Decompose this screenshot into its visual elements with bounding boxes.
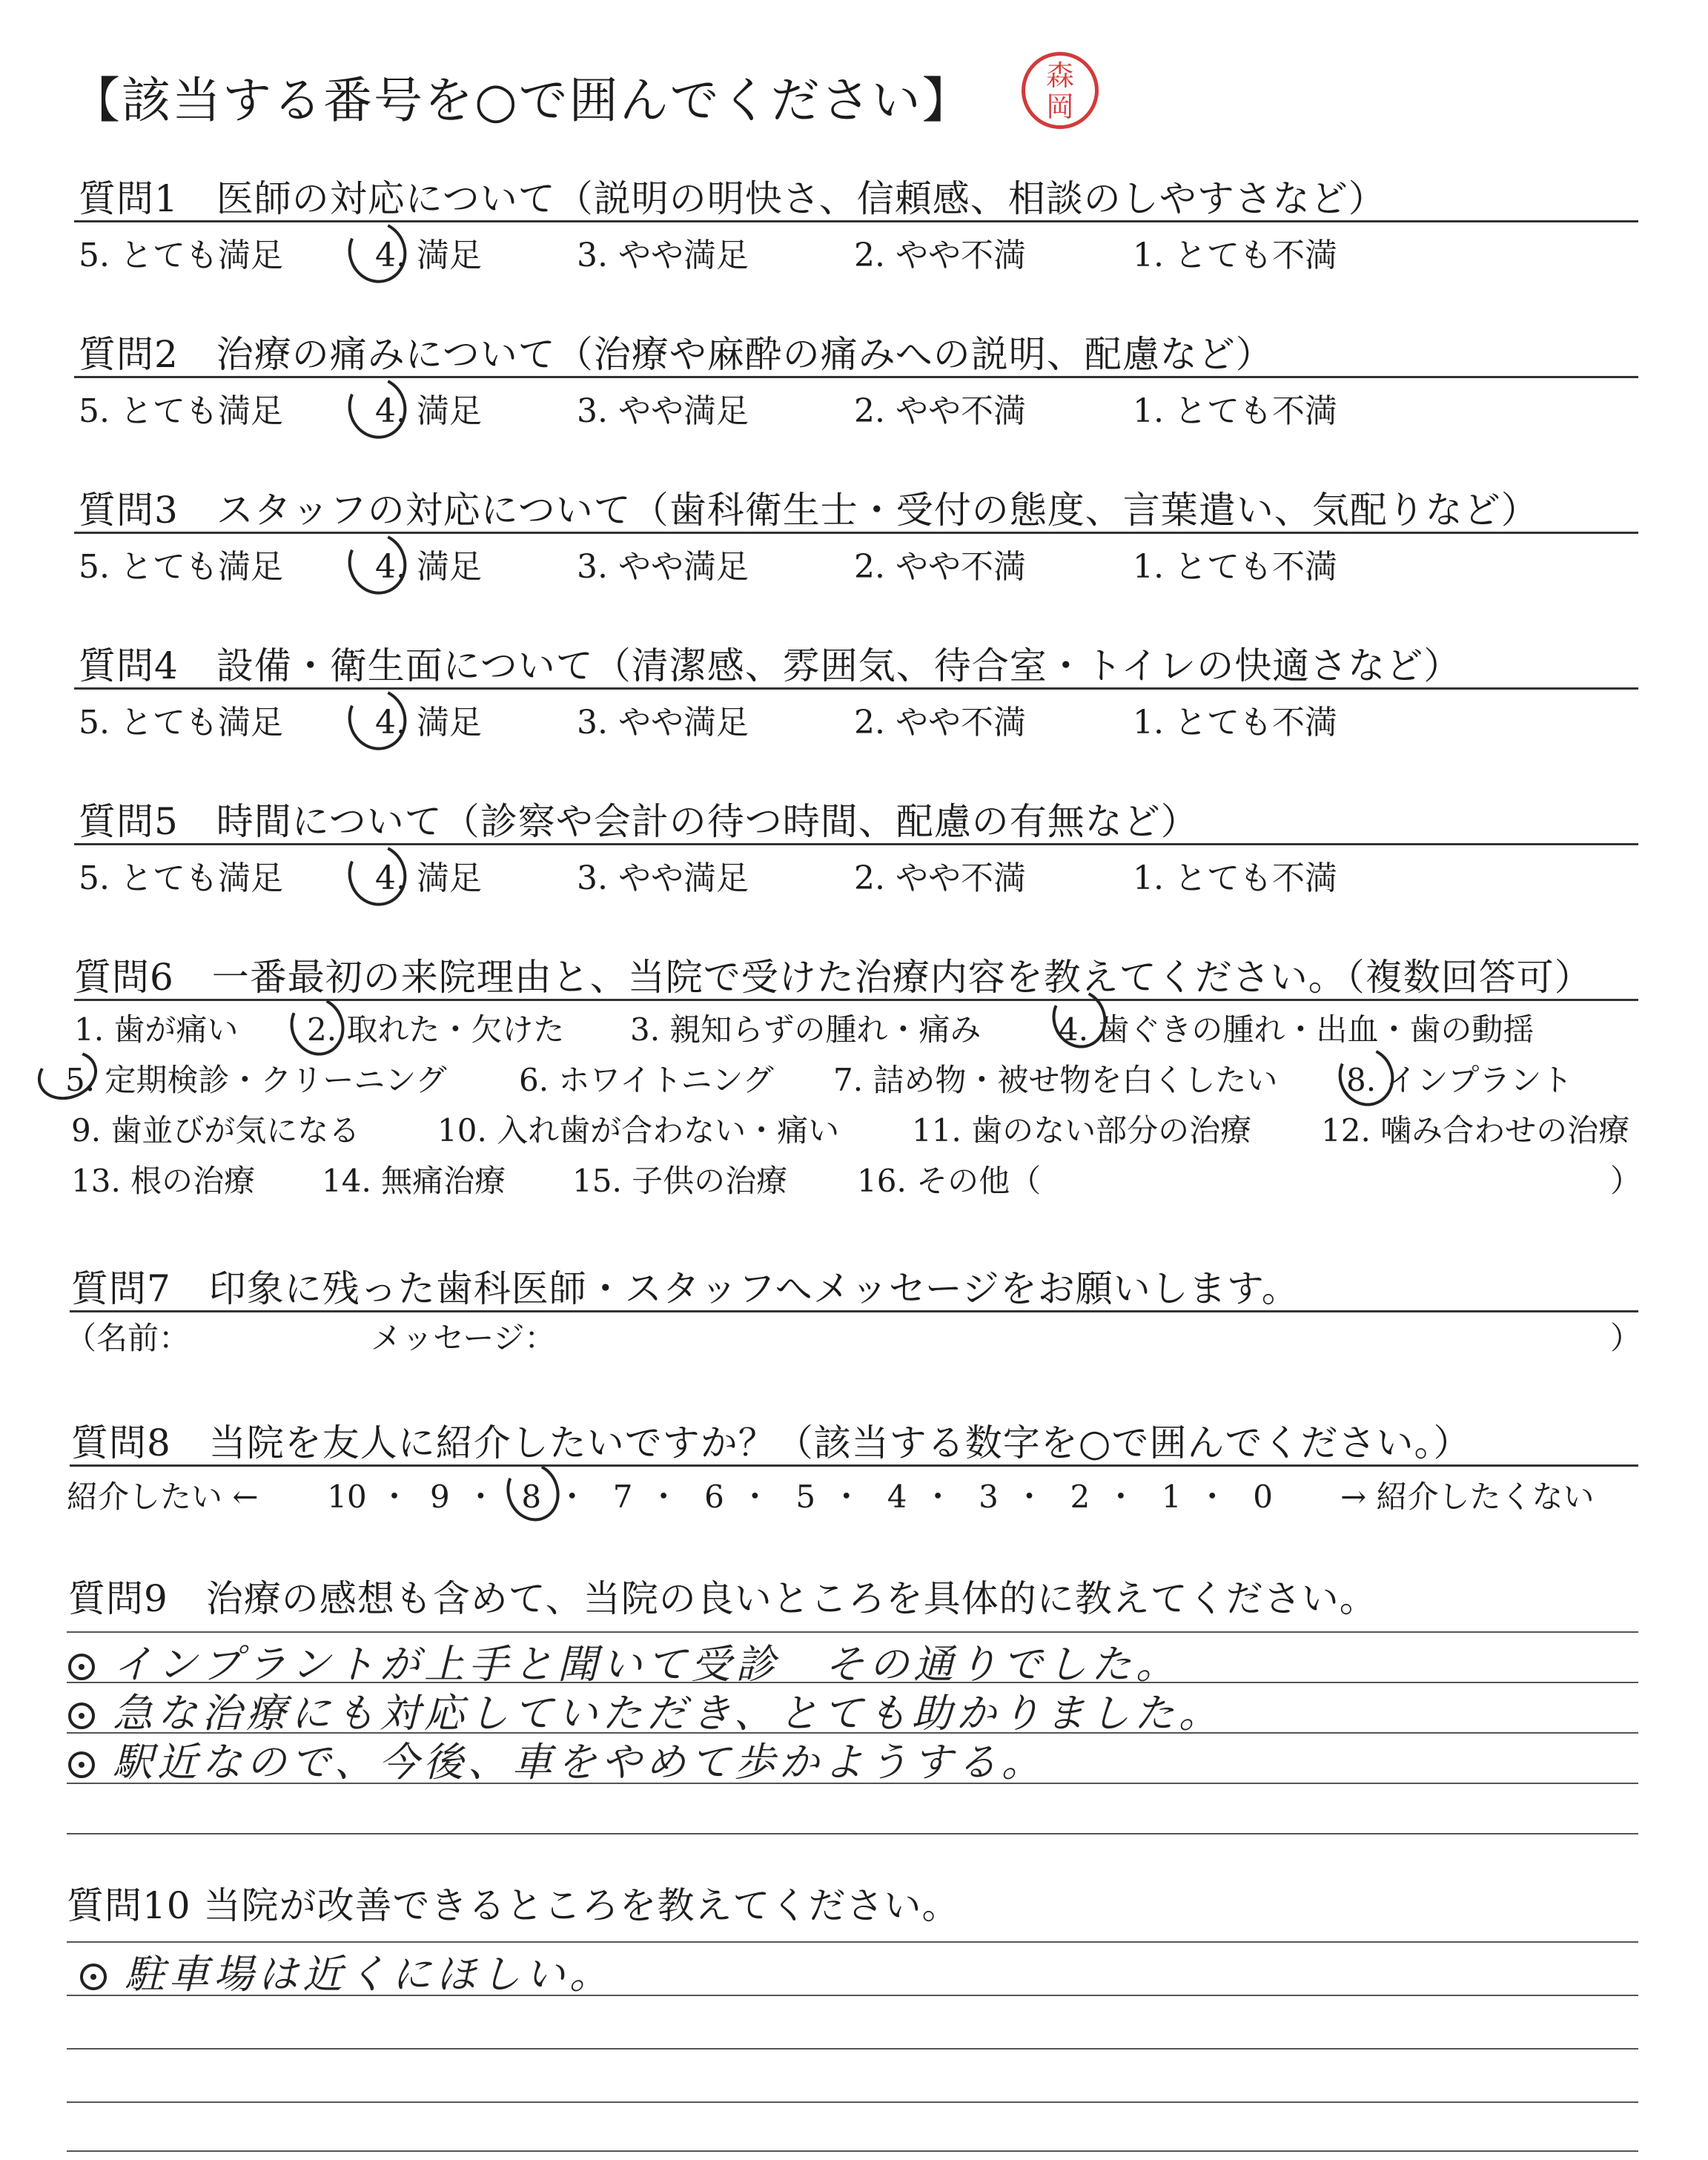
q2-option-3[interactable]: 3. やや満足	[577, 392, 749, 430]
q4-option-1[interactable]: 1. とても不満	[1133, 704, 1337, 742]
q3-option-2[interactable]: 2. やや不満	[854, 548, 1026, 586]
q5-title: 質問5 時間について（診察や会計の待つ時間、配慮の有無など）	[79, 800, 1199, 843]
q8-rule	[70, 1464, 1638, 1467]
q8-value-2[interactable]: 2	[1070, 1479, 1090, 1515]
q9-answer-1-text: インプラントが上手と聞いて受診 その通りでした。	[113, 1641, 1180, 1688]
q5-option-3[interactable]: 3. やや満足	[577, 859, 749, 897]
q6-option-15[interactable]: 15. 子供の治療	[572, 1163, 788, 1199]
q8-value-7[interactable]: 7	[612, 1479, 633, 1515]
q6-option-3[interactable]: 3. 親知らずの腫れ・痛み	[630, 1011, 982, 1048]
q9-answer-2-text: 急な治療にも対応していただき、とても助かりました。	[113, 1690, 1223, 1737]
q3-option-3[interactable]: 3. やや満足	[577, 548, 749, 586]
q5-option-5[interactable]: 5. とても満足	[79, 859, 283, 897]
q2-option-1[interactable]: 1. とても不満	[1133, 392, 1337, 430]
q6-option-13[interactable]: 13. 根の治療	[71, 1163, 256, 1199]
q2-hand-circle	[340, 369, 415, 447]
q8-left-label: 紹介したい ←	[67, 1479, 259, 1515]
q6-hand-circle-8	[1331, 1040, 1403, 1114]
q1-option-3[interactable]: 3. やや満足	[577, 237, 749, 274]
q6-option-5[interactable]: 5. 定期検診・クリーニング	[65, 1062, 447, 1098]
q9-answer-3-text: 駅近なので、今後、車をやめて歩かようする。	[113, 1739, 1046, 1786]
q7-title: 質問7 印象に残った歯科医師・スタッフへメッセージをお願いします。	[71, 1267, 1300, 1310]
q4-title: 質問4 設備・衛生面について（清潔感、雰囲気、待合室・トイレの快適さなど）	[79, 644, 1462, 687]
q1-hand-circle	[340, 213, 415, 291]
q5-rule	[74, 843, 1638, 845]
q9-title: 質問9 治療の感想も含めて、当院の良いところを具体的に教えてください。	[68, 1577, 1377, 1620]
q7-close: ）	[1610, 1320, 1642, 1356]
q6-option-6[interactable]: 6. ホワイトニング	[519, 1062, 774, 1098]
q2-rule	[74, 376, 1638, 378]
q8-value-9[interactable]: 9	[429, 1479, 450, 1515]
q1-option-5[interactable]: 5. とても満足	[79, 237, 283, 274]
bullet-icon	[68, 1702, 95, 1729]
q4-option-4[interactable]: 4. 満足	[375, 704, 482, 742]
q6-option-4[interactable]: 4. 歯ぐきの腫れ・出血・歯の動揺	[1059, 1011, 1535, 1048]
q1-option-2[interactable]: 2. やや不満	[854, 237, 1026, 274]
q8-value-10[interactable]: 10	[327, 1479, 367, 1515]
q7-rule	[70, 1310, 1638, 1312]
q1-rule	[74, 220, 1638, 222]
q4-option-3[interactable]: 3. やや満足	[577, 704, 749, 742]
q3-hand-circle	[340, 524, 415, 603]
q5-option-4[interactable]: 4. 満足	[375, 859, 482, 897]
q5-hand-circle	[340, 836, 415, 914]
q2-option-5[interactable]: 5. とても満足	[79, 392, 283, 430]
q1-option-4[interactable]: 4. 満足	[375, 237, 482, 274]
bullet-icon	[68, 1654, 95, 1680]
q8-value-8[interactable]: 8	[521, 1479, 542, 1515]
bullet-icon	[80, 1964, 107, 1990]
q3-rule	[74, 532, 1638, 534]
q3-title: 質問3 スタッフの対応について（歯科衛生士・受付の態度、言葉遣い、気配りなど）	[79, 489, 1539, 532]
q1-title: 質問1 医師の対応について（説明の明快さ、信頼感、相談のしやすさなど）	[79, 177, 1386, 220]
q6-option-7[interactable]: 7. 詰め物・被せ物を白くしたい	[833, 1062, 1278, 1098]
q8-title: 質問8 当院を友人に紹介したいですか？（該当する数字を○で囲んでください。）	[71, 1421, 1472, 1464]
seal-stamp	[1022, 52, 1099, 129]
q10-answer-1-text: 駐車場は近くにほしい。	[125, 1951, 614, 1998]
q8-scale: 10 ・ 9 ・ 8 ・ 7 ・ 6 ・ 5 ・ 4 ・ 3 ・ 2 ・ 1 ・ 0	[320, 1473, 1278, 1517]
q10-line-5	[67, 2150, 1638, 2152]
q6-option-9[interactable]: 9. 歯並びが気になる	[71, 1112, 360, 1149]
bullet-icon	[68, 1751, 95, 1778]
q5-option-1[interactable]: 1. とても不満	[1133, 859, 1337, 897]
q4-option-2[interactable]: 2. やや不満	[854, 704, 1026, 742]
q2-title: 質問2 治療の痛みについて（治療や麻酔の痛みへの説明、配慮など）	[79, 333, 1274, 376]
q10-line-3	[67, 2048, 1638, 2050]
q8-value-4[interactable]: 4	[887, 1479, 907, 1515]
q8-value-0[interactable]: 0	[1253, 1479, 1273, 1515]
q10-answer-1	[80, 1943, 614, 2000]
q7-name-label: （名前：	[65, 1320, 191, 1356]
q6-option-12[interactable]: 12. 噛み合わせの治療	[1321, 1112, 1630, 1149]
q8-value-1[interactable]: 1	[1161, 1479, 1182, 1515]
form-header: 【該当する番号を○で囲んでください】	[71, 72, 973, 129]
q7-message-label: メッセージ：	[371, 1320, 556, 1356]
q10-line-4	[67, 2101, 1638, 2103]
q6-option-16[interactable]: 16. その他（	[857, 1163, 1042, 1199]
q6-option-14[interactable]: 14. 無痛治療	[322, 1163, 506, 1199]
q6-title: 質問6 一番最初の来院理由と、当院で受けた治療内容を教えてください。（複数回答可）	[74, 956, 1592, 999]
q5-option-2[interactable]: 2. やや不満	[854, 859, 1026, 897]
q2-option-2[interactable]: 2. やや不満	[854, 392, 1026, 430]
q3-option-5[interactable]: 5. とても満足	[79, 548, 283, 586]
q6-option-16-close: ）	[1610, 1163, 1642, 1199]
q9-line-5	[67, 1833, 1638, 1834]
q6-option-11[interactable]: 11. 歯のない部分の治療	[912, 1112, 1252, 1149]
q9-answer-3	[68, 1731, 1046, 1788]
q4-hand-circle	[340, 680, 415, 759]
q4-rule	[74, 687, 1638, 690]
q2-option-4[interactable]: 4. 満足	[375, 392, 482, 430]
q6-option-8[interactable]: 8. インプラント	[1346, 1062, 1573, 1098]
q8-value-3[interactable]: 3	[979, 1479, 999, 1515]
q3-option-4[interactable]: 4. 満足	[375, 548, 482, 586]
q6-option-1[interactable]: 1. 歯が痛い	[74, 1011, 239, 1048]
q1-option-1[interactable]: 1. とても不満	[1133, 237, 1337, 274]
q8-right-label: → 紹介したくない	[1340, 1479, 1595, 1515]
q8-value-6[interactable]: 6	[704, 1479, 724, 1515]
seal-text: 森岡	[1045, 59, 1074, 123]
q8-value-5[interactable]: 5	[795, 1479, 816, 1515]
q4-option-5[interactable]: 5. とても満足	[79, 704, 283, 742]
q10-title: 質問10 当院が改善できるところを教えてください。	[67, 1884, 960, 1927]
q6-option-2[interactable]: 2. 取れた・欠けた	[307, 1011, 565, 1048]
q3-option-1[interactable]: 1. とても不満	[1133, 548, 1337, 586]
q6-option-10[interactable]: 10. 入れ歯が合わない・痛い	[437, 1112, 840, 1149]
